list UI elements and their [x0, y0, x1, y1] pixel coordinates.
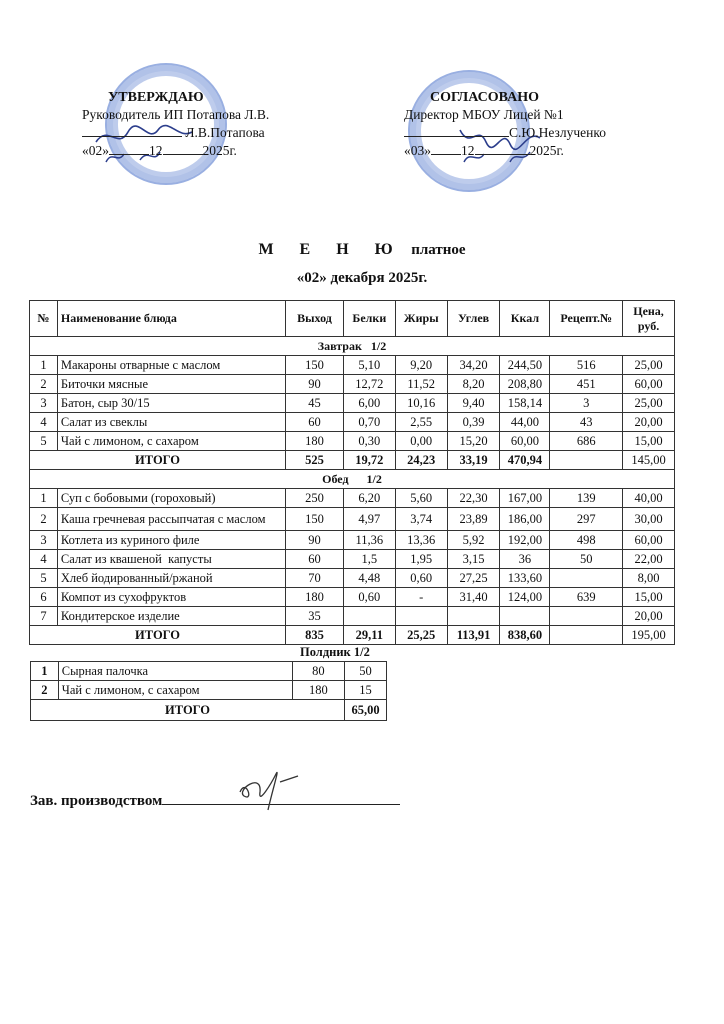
total-recipe: [550, 451, 623, 470]
date-month: 12: [149, 143, 163, 158]
approval-position: Директор МБОУ Лицей №1: [404, 107, 564, 122]
cell-recipe: [550, 607, 623, 626]
approval-block-right: [404, 89, 606, 159]
table-row: [30, 375, 675, 394]
date-year: 2025г.: [529, 143, 564, 158]
cell-carbs: 9,40: [447, 394, 500, 413]
menu-table: [29, 300, 675, 645]
cell-output: 180: [286, 432, 344, 451]
cell-name: Салат из квашеной капусты: [57, 550, 285, 569]
section-lunch: [30, 470, 675, 489]
cell-fat: 9,20: [395, 356, 447, 375]
cell-kcal: 186,00: [500, 508, 550, 531]
footer-signature: [30, 790, 400, 810]
total-protein: 19,72: [343, 451, 395, 470]
header-num: №: [30, 301, 58, 337]
cell-fat: 10,16: [395, 394, 447, 413]
cell-price: 15,00: [623, 588, 675, 607]
cell-carbs: 5,92: [447, 531, 500, 550]
cell-carbs: 3,15: [447, 550, 500, 569]
cell-name: Каша гречневая рассыпчатая с маслом: [57, 508, 285, 531]
snack-table: [30, 661, 387, 721]
cell-name: Макароны отварные с маслом: [57, 356, 285, 375]
cell-recipe: 451: [550, 375, 623, 394]
total-carbs: 33,19: [447, 451, 500, 470]
cell-name: Компот из сухофруктов: [57, 588, 285, 607]
table-header-row: [30, 301, 675, 337]
cell-name: Котлета из куриного филе: [57, 531, 285, 550]
section-label: Обед 1/2: [30, 470, 675, 489]
cell-fat: 0,60: [395, 569, 447, 588]
total-fat: 24,23: [395, 451, 447, 470]
header-carbs: Углев: [447, 301, 500, 337]
table-row: [30, 489, 675, 508]
cell-num: 1: [30, 356, 58, 375]
cell-carbs: 23,89: [447, 508, 500, 531]
cell-price: 15,00: [623, 432, 675, 451]
table-row: [30, 356, 675, 375]
cell-num: 6: [30, 588, 58, 607]
total-output: 525: [286, 451, 344, 470]
cell-name: Чай с лимоном, с сахаром: [57, 432, 285, 451]
cell-kcal: [500, 607, 550, 626]
cell-carbs: 15,20: [447, 432, 500, 451]
cell-price: 50: [345, 662, 387, 681]
cell-protein: 6,00: [343, 394, 395, 413]
table-row: [30, 569, 675, 588]
cell-kcal: 124,00: [500, 588, 550, 607]
total-price: 145,00: [623, 451, 675, 470]
cell-num: 2: [31, 681, 59, 700]
cell-name: Батон, сыр 30/15: [57, 394, 285, 413]
cell-carbs: [447, 607, 500, 626]
date-day: «03»: [404, 143, 431, 158]
cell-price: 60,00: [623, 375, 675, 394]
cell-name: Чай с лимоном, с сахаром: [58, 681, 292, 700]
section-snack-label: Полдник 1/2: [300, 645, 370, 659]
total-kcal: 838,60: [500, 626, 550, 645]
cell-name: Кондитерское изделие: [57, 607, 285, 626]
cell-output: 45: [286, 394, 344, 413]
cell-output: 180: [286, 588, 344, 607]
cell-price: 20,00: [623, 413, 675, 432]
cell-kcal: 133,60: [500, 569, 550, 588]
cell-fat: 1,95: [395, 550, 447, 569]
cell-num: 5: [30, 432, 58, 451]
cell-recipe: 139: [550, 489, 623, 508]
cell-name: Биточки мясные: [57, 375, 285, 394]
section-label: Завтрак 1/2: [30, 337, 675, 356]
total-recipe: [550, 626, 623, 645]
signature-footer-icon: [232, 762, 312, 812]
cell-num: 4: [30, 550, 58, 569]
cell-fat: [395, 607, 447, 626]
cell-name: Сырная палочка: [58, 662, 292, 681]
total-price: 195,00: [623, 626, 675, 645]
cell-kcal: 192,00: [500, 531, 550, 550]
cell-price: 20,00: [623, 607, 675, 626]
table-row: [31, 662, 387, 681]
cell-carbs: 22,30: [447, 489, 500, 508]
cell-output: 180: [292, 681, 345, 700]
table-row: [30, 508, 675, 531]
cell-protein: 4,48: [343, 569, 395, 588]
cell-price: 60,00: [623, 531, 675, 550]
cell-num: 1: [30, 489, 58, 508]
table-row: [30, 607, 675, 626]
cell-recipe: 43: [550, 413, 623, 432]
total-price: 65,00: [345, 700, 387, 721]
cell-name: Хлеб йодированный/ржаной: [57, 569, 285, 588]
total-carbs: 113,91: [447, 626, 500, 645]
cell-name: Суп с бобовыми (гороховый): [57, 489, 285, 508]
header-output: Выход: [286, 301, 344, 337]
table-row: [30, 432, 675, 451]
cell-recipe: 3: [550, 394, 623, 413]
cell-num: 3: [30, 531, 58, 550]
cell-protein: 0,70: [343, 413, 395, 432]
signature-line: [82, 123, 182, 137]
cell-protein: [343, 607, 395, 626]
menu-type: платное: [411, 242, 466, 258]
cell-num: 5: [30, 569, 58, 588]
approval-signatory: С.Ю.Незлученко: [509, 125, 606, 140]
cell-price: 8,00: [623, 569, 675, 588]
approval-position: Руководитель ИП Потапова Л.В.: [82, 107, 270, 122]
table-row: [30, 588, 675, 607]
cell-kcal: 60,00: [500, 432, 550, 451]
table-row: [30, 394, 675, 413]
table-row: [31, 681, 387, 700]
cell-kcal: 167,00: [500, 489, 550, 508]
cell-output: 90: [286, 375, 344, 394]
table-row: [30, 531, 675, 550]
total-label: ИТОГО: [30, 626, 286, 645]
cell-fat: 5,60: [395, 489, 447, 508]
cell-recipe: 516: [550, 356, 623, 375]
cell-price: 40,00: [623, 489, 675, 508]
total-fat: 25,25: [395, 626, 447, 645]
total-label: ИТОГО: [30, 451, 286, 470]
cell-protein: 0,60: [343, 588, 395, 607]
approval-block-left: [82, 89, 269, 159]
cell-carbs: 27,25: [447, 569, 500, 588]
cell-price: 30,00: [623, 508, 675, 531]
cell-kcal: 36: [500, 550, 550, 569]
cell-protein: 12,72: [343, 375, 395, 394]
cell-fat: 13,36: [395, 531, 447, 550]
section-breakfast: [30, 337, 675, 356]
cell-protein: 1,5: [343, 550, 395, 569]
cell-output: 60: [286, 550, 344, 569]
cell-protein: 5,10: [343, 356, 395, 375]
cell-fat: 3,74: [395, 508, 447, 531]
cell-carbs: 34,20: [447, 356, 500, 375]
cell-num: 1: [31, 662, 59, 681]
cell-num: 7: [30, 607, 58, 626]
cell-price: 25,00: [623, 356, 675, 375]
cell-price: 25,00: [623, 394, 675, 413]
approval-title: УТВЕРЖДАЮ: [108, 90, 204, 105]
cell-num: 2: [30, 375, 58, 394]
cell-carbs: 31,40: [447, 588, 500, 607]
cell-kcal: 158,14: [500, 394, 550, 413]
cell-price: 22,00: [623, 550, 675, 569]
cell-recipe: 498: [550, 531, 623, 550]
date-year: 2025г.: [202, 143, 237, 158]
cell-num: 2: [30, 508, 58, 531]
cell-protein: 0,30: [343, 432, 395, 451]
cell-kcal: 244,50: [500, 356, 550, 375]
cell-recipe: 50: [550, 550, 623, 569]
header-price: Цена, руб.: [623, 301, 675, 337]
cell-kcal: 208,80: [500, 375, 550, 394]
cell-output: 70: [286, 569, 344, 588]
cell-kcal: 44,00: [500, 413, 550, 432]
table-row: [30, 413, 675, 432]
total-row-breakfast: [30, 451, 675, 470]
cell-output: 80: [292, 662, 345, 681]
cell-name: Салат из свеклы: [57, 413, 285, 432]
signature-line: [404, 123, 509, 137]
total-row-lunch: [30, 626, 675, 645]
cell-output: 250: [286, 489, 344, 508]
total-kcal: 470,94: [500, 451, 550, 470]
cell-recipe: 297: [550, 508, 623, 531]
total-row-snack: [31, 700, 387, 721]
approval-title: СОГЛАСОВАНО: [430, 90, 539, 105]
total-label: ИТОГО: [31, 700, 345, 721]
page-title: [0, 241, 724, 259]
cell-recipe: [550, 569, 623, 588]
footer-label: Зав. производством: [30, 793, 163, 809]
header-name: Наименование блюда: [57, 301, 285, 337]
date-day: «02»: [82, 143, 109, 158]
cell-recipe: 639: [550, 588, 623, 607]
header-kcal: Ккал: [500, 301, 550, 337]
date-month: 12: [461, 143, 475, 158]
cell-output: 35: [286, 607, 344, 626]
cell-num: 4: [30, 413, 58, 432]
cell-output: 150: [286, 356, 344, 375]
cell-price: 15: [345, 681, 387, 700]
header-protein: Белки: [343, 301, 395, 337]
cell-num: 3: [30, 394, 58, 413]
cell-output: 90: [286, 531, 344, 550]
cell-fat: 11,52: [395, 375, 447, 394]
header-recipe: Рецепт.№: [550, 301, 623, 337]
header-fat: Жиры: [395, 301, 447, 337]
cell-fat: -: [395, 588, 447, 607]
approval-signatory: Л.В.Потапова: [185, 125, 265, 140]
total-output: 835: [286, 626, 344, 645]
cell-protein: 11,36: [343, 531, 395, 550]
cell-protein: 4,97: [343, 508, 395, 531]
menu-date: «02» декабря 2025г.: [296, 270, 428, 286]
cell-fat: 2,55: [395, 413, 447, 432]
menu-word: М Е Н Ю: [258, 241, 404, 258]
cell-fat: 0,00: [395, 432, 447, 451]
total-protein: 29,11: [343, 626, 395, 645]
cell-carbs: 8,20: [447, 375, 500, 394]
cell-output: 60: [286, 413, 344, 432]
cell-output: 150: [286, 508, 344, 531]
cell-protein: 6,20: [343, 489, 395, 508]
cell-carbs: 0,39: [447, 413, 500, 432]
cell-recipe: 686: [550, 432, 623, 451]
table-row: [30, 550, 675, 569]
